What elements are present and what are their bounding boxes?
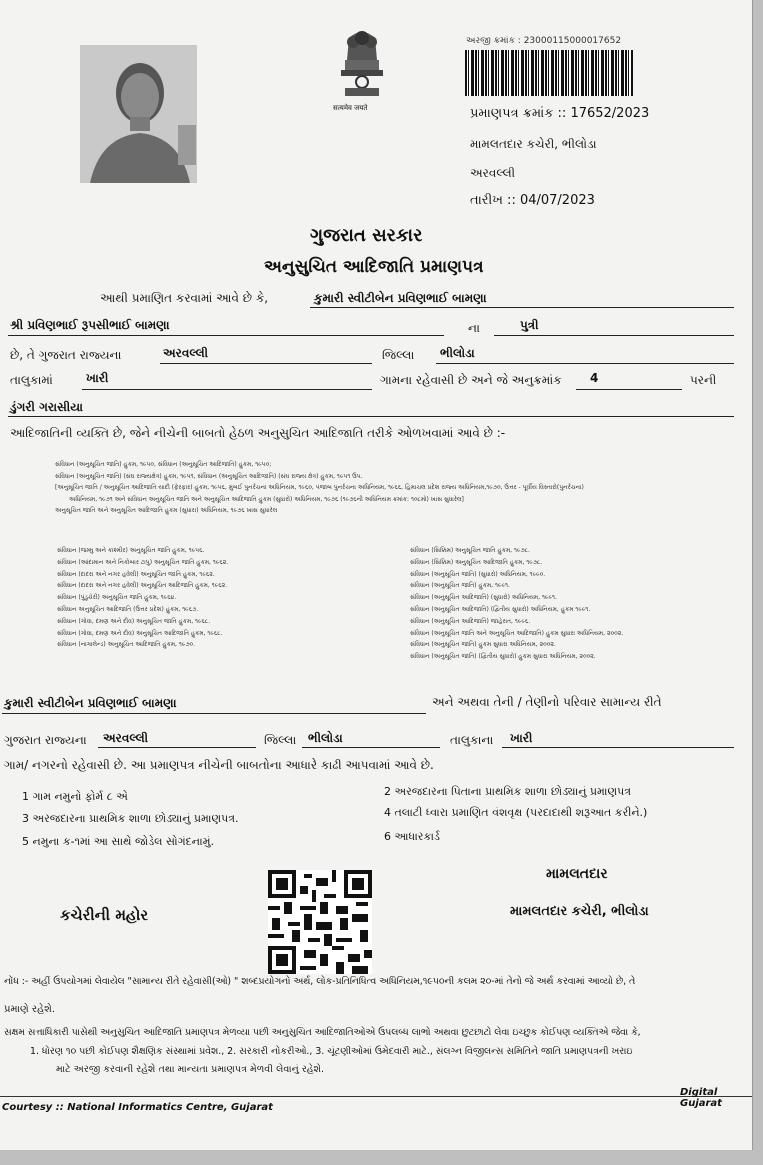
government-title: ગુજરાત સરકાર	[310, 225, 423, 246]
order-line: સંવિધાન (નાગાલેન્ડ) અનુસૂચિત આદિજાતિ હુકમ, ૧૯૭૦.	[57, 641, 196, 649]
father-underline	[8, 335, 444, 336]
note-line-5: માટે અરજી કરવાની રહેશે તથા માન્યતા પ્રમાણપત્ર મેળવી લેવાનું રહેશે.	[56, 1064, 325, 1075]
residence-state-label: ગુજરાત રાજ્યના	[4, 733, 87, 747]
residence-taluka-label: તાલુકાના	[450, 733, 494, 747]
district-underline	[160, 363, 372, 364]
signatory-title: મામલતદાર	[546, 866, 608, 882]
tribe-name: ડુંગરી ગરાસીયા	[10, 400, 83, 414]
resident-text: ગામના રહેવાસી છે અને જે અનુક્રમાંક	[380, 373, 562, 387]
order-line: સંવિધાન (અનુસૂચિત જાતિ) હુકમ સુધારા અધિનિયમ, ૨૦૦૨.	[410, 641, 556, 649]
orders-right-column	[410, 545, 740, 663]
residence-taluka-underline	[302, 747, 440, 748]
applicant-name: કુમારી સ્વીટીબેન પ્રવિણભાઈ બામણા	[314, 291, 487, 305]
digital-gujarat: Digital Gujarat	[680, 1087, 722, 1109]
issuing-district: અરવલ્લી	[470, 166, 516, 180]
order-line: સંવિધાન (જમ્મુ અને કાશ્મીર) અનુસૂચિત જાતિ હુકમ, ૧૯૫૬.	[57, 547, 205, 554]
district-value: અરવલ્લી	[163, 346, 209, 360]
state-text: છે, તે ગુજરાત રાજ્યના	[10, 348, 122, 362]
order-line: સંવિધાન (અનુસૂચિત જાતિ) (સંઘ રાજ્યક્ષેત્ર) હુકમ, ૧૯૫૧, સંવિધાન (અનુસૂચિત આદિજાતિ) (સંઘ રાજ્ય ક્ષેત્ર) હુકમ, ૧૯૫૧ ઉપ.	[55, 472, 363, 480]
taluka-label: તાલુકામાં	[10, 373, 53, 387]
order-line: સંવિધાન (અનુસૂચિત જાતિ) હુકમ, ૧૯૫૦, સંવિધાન (અનુસૂચિત આદિજાતિ) હુકમ, ૧૯૫૦;	[55, 461, 272, 468]
tribe-underline	[8, 416, 734, 417]
emblem-motto: सत्यमेव जयते	[333, 104, 368, 112]
doc-item: 6 આધારકાર્ડ	[384, 830, 440, 843]
father-name: શ્રી પ્રવિણભાઈ રૂપસીભાઈ બામણા	[10, 318, 170, 332]
serial-underline	[576, 389, 682, 390]
village-value: ખારી	[86, 371, 109, 385]
order-line: સંવિધાન (અનુસૂચિત આદિજાતિ) (સુધારો) અધિનિયમ, ૧૯૯૧.	[410, 594, 557, 602]
order-line: સંવિધાન (અનુસૂચિત જાતિ અને અનુસૂચિત આદિજાતિ) હુકમ સુધારા અધિનિયમ, ૨૦૦૨.	[410, 629, 624, 637]
order-line: [અનુસૂચિત જાતિ / અનુસૂચિત આદિજાતિ યાદી (ફેરફાર) હુકમ, ૧૯૫૬, મુંબઈ પુનર્રચના અધિનિયમ, ૧૯૬૦, પંજાબ પુનર્રચના અધિનિયમ, ૧૯૬૬, હિમાચલ પ્રદેશ રાજ્ય અધિનિયમ,૧૯૭૦, ઉત્તર - પૂર્વીય વિસ્તારો(પુનર્રચના)	[55, 484, 584, 491]
order-line: સંવિધાન (સિક્કિમ) અનુસૂચિત જાતિ હુકમ, ૧૯૭૮.	[410, 547, 530, 554]
order-line: સંવિધાન (પુંડુચેરી) અનુસૂચિત જાતિ હુકમ, ૧૯૬૪.	[57, 594, 177, 602]
order-line: સંવિધાન (અનુસૂચિત આદિજાતિ) જાહેરાત, ૧૯૯૬.	[410, 617, 531, 625]
on-text: પરની	[690, 373, 717, 387]
certificate-number: પ્રમાણપત્ર ક્રમાંક :: 17652/2023	[470, 106, 650, 121]
residence-name: કુમારી સ્વીટીબેન પ્રવિણભાઈ બામણા	[4, 696, 177, 710]
order-line: સંવિધાન (સિક્કિમ) અનુસૂચિત આદિજાતિ હુકમ, ૧૯૭૮.	[410, 558, 543, 566]
footer-rule	[0, 1096, 752, 1097]
application-number: અરજી ક્રમાંક : 23000115000017652	[466, 36, 622, 46]
order-line: સંવિધાન (દાદરા અને નગર હવેલી) અનુસૂચિત જાતિ હુકમ, ૧૯૬૨.	[57, 570, 215, 578]
certificate-title: અનુસુચિત આદિજાતિ પ્રમાણપત્ર	[264, 257, 484, 277]
doc-item: 3 અરજદારના પ્રાથમિક શાળા છોડ્યાનું પ્રમાણપત્ર.	[22, 812, 239, 825]
order-line: સંવિધાન (અનુસૂચિત જાતિ) હુકમ, ૧૯૯૧.	[410, 582, 510, 590]
issue-date: તારીખ :: 04/07/2023	[470, 193, 595, 208]
order-line: સંવિધાન (અનુસૂચિત જાતિ) (દ્વિતીય સુધારો) હુકમ સુધારા અધિનિયમ, ૨૦૦૨.	[410, 653, 596, 661]
district-label: જિલ્લા	[382, 348, 415, 362]
signatory-office: મામલતદાર કચેરી, ભીલોડા	[510, 904, 649, 919]
residence-text-b: ગામ/ નગરનો રહેવાસી છે. આ પ્રમાણપત્ર નીચેની બાબતોના આધારે કાઢી આપવામાં આવે છે.	[4, 758, 434, 772]
orders-left-column	[57, 545, 387, 651]
residence-district-underline	[98, 747, 256, 748]
relation-underline	[494, 335, 734, 336]
residence-district-label: જિલ્લા	[264, 733, 297, 747]
order-line: અનુસૂચિત જાતિ અને અનુસૂચિત આદિજાતિ હુકમ (સુધારા) અધિનિયમ, ૧૯૭૬ ખાસ સુધારેલ	[55, 507, 278, 514]
order-line: સંવિધાન (દાદરા અને નગર હવેલી) અનુસૂચિત આદિજાતિ હુકમ, ૧૯૬૨.	[57, 582, 228, 590]
na-text: ના	[468, 321, 480, 335]
qr-code	[268, 870, 372, 974]
residence-name-underline	[2, 713, 426, 714]
doc-item: 1 ગામ નમુનો ફોર્મ ૮ એ	[22, 790, 128, 803]
note-line-2: પ્રમાણે રહેશે.	[4, 1004, 56, 1015]
doc-item: 4 તલાટી ધ્વારા પ્રમાણિત વંશવૃક્ષ (પરદાદાથી શરૂઆત કરીને.)	[384, 806, 648, 819]
order-line: સંવિધાન (અનુસૂચિત જાતિ) (સુધારો) અધિનિયમ, ૧૯૯૦.	[410, 570, 546, 578]
serial-number: 4	[590, 371, 599, 385]
office-seal-label: કચેરીની મહોર	[60, 906, 149, 924]
national-emblem-icon	[331, 26, 393, 110]
issuing-office: મામલતદાર કચેરી, ભીલોડા	[470, 137, 597, 151]
order-line: સંવિધાન (અનુસૂચિત આદિજાતિ) (દ્વિતીય સુધારો) અધિનિયમ, હુકમ ૧૯૯૧.	[410, 605, 591, 613]
order-line: સંવિધાન અનુસૂચિત આદિજાતિ (ઉત્તર પ્રદેશ) હુકમ, ૧૯૬૭.	[57, 605, 199, 613]
declaration-text: આદિજાતિની વ્યક્તિ છે, જેને નીચેની બાબતો હેઠળ અનુસુચિત આદિજાતિ તરીકે ઓળખવામાં આવે છે :-	[10, 426, 506, 440]
order-line: સંવિધાન (આંદામાન અને નિકોબાર ટાપુ) અનુસૂચિત જાતિ હુકમ, ૧૯૬૨.	[57, 558, 229, 566]
order-line: સંવિધાન (ગોવા, દમણ અને દીવ) અનુસૂચિત આદિજાતિ હુકમ, ૧૯૬૮.	[57, 629, 223, 637]
residence-text: અને અથવા તેની / તેણીનો પરિવાર સામાન્ય રીતે	[432, 695, 662, 709]
taluka-underline	[436, 363, 734, 364]
doc-item: 5 નમુના ક-૧માં આ સાથે જોડેલ સોગંદનામું.	[22, 835, 214, 848]
residence-district: અરવલ્લી	[103, 731, 149, 745]
residence-taluka: ભીલોડા	[308, 731, 343, 745]
courtesy-text: Courtesy :: National Informatics Centre, Gujarat	[2, 1102, 273, 1113]
barcode	[465, 50, 633, 96]
village-underline	[82, 389, 372, 390]
name-underline	[310, 307, 734, 308]
taluka-value: ભીલોડા	[440, 346, 475, 360]
relation: પુત્રી	[520, 318, 539, 332]
order-line: સંવિધાન (ગોવા, દમણ અને દીવ) અનુસૂચિત જાતિ હુકમ, ૧૯૬૮.	[57, 617, 211, 625]
applicant-photo	[80, 45, 197, 183]
orders-top	[55, 459, 745, 517]
doc-item: 2 અરજદારના પિતાના પ્રાથમિક શાળા છોડ્યાનું પ્રમાણપત્ર	[384, 785, 631, 798]
order-line: અધિનિયમ, ૧૯૭૧ અને સંવિધાન અનુસૂચિત જાતિ અને અનુસૂચિત આદિજાતિ હુકમ (સુધારો) અધિનિયમ, ૧૯૭૬ (૧૯૭૬ની અધિનિયમ ક્રમાંક: ૧૦૮મો) ખાસ સુધારેલ]	[69, 495, 464, 503]
note-line-4: 1. ધોરણ ૧૦ પછી કોઈપણ શૈક્ષણિક સંસ્થામાં પ્રવેશ., 2. સરકારી નોકરીઓ., 3. ચૂંટણીઓમાં ઉમેદવારી માટે., સંલગ્ન વિજીલન્સ સમિતિને જાતિ પ્રમાણપત્રની ખરાઇ	[30, 1046, 633, 1057]
residence-village-underline	[502, 747, 734, 748]
note-line-3: સક્ષમ સત્તાધિકારી પાસેથી અનુસુચિત આદિજાતિ પ્રમાણપત્ર મેળવ્યા પછી અનુસુચિત આદિજાતિઓએ ઉપલબ્ધ લાભો અથવા છુટછાટો લેવા ઇચ્છુક કોઈપણ વ્યક્તિએ જેવા કે,	[4, 1027, 641, 1038]
residence-village: ખારી	[510, 731, 533, 745]
certify-text: આથી પ્રમાણિત કરવામાં આવે છે કે,	[100, 291, 269, 305]
note-line-1: નોંધ :- અહીં ઉપયોગમાં લેવાયેલ "સામાન્ય રીતે રહેવાસી(ઓ) " શબ્દપ્રયોગનો અર્થ, લોક-પ્રતિનિધિત્વ અધિનિયમ,૧૯૫૦ની કલમ ૨૦-માં તેનો જે અર્થ કરવામાં આવ્યો છે, તે	[4, 976, 636, 987]
